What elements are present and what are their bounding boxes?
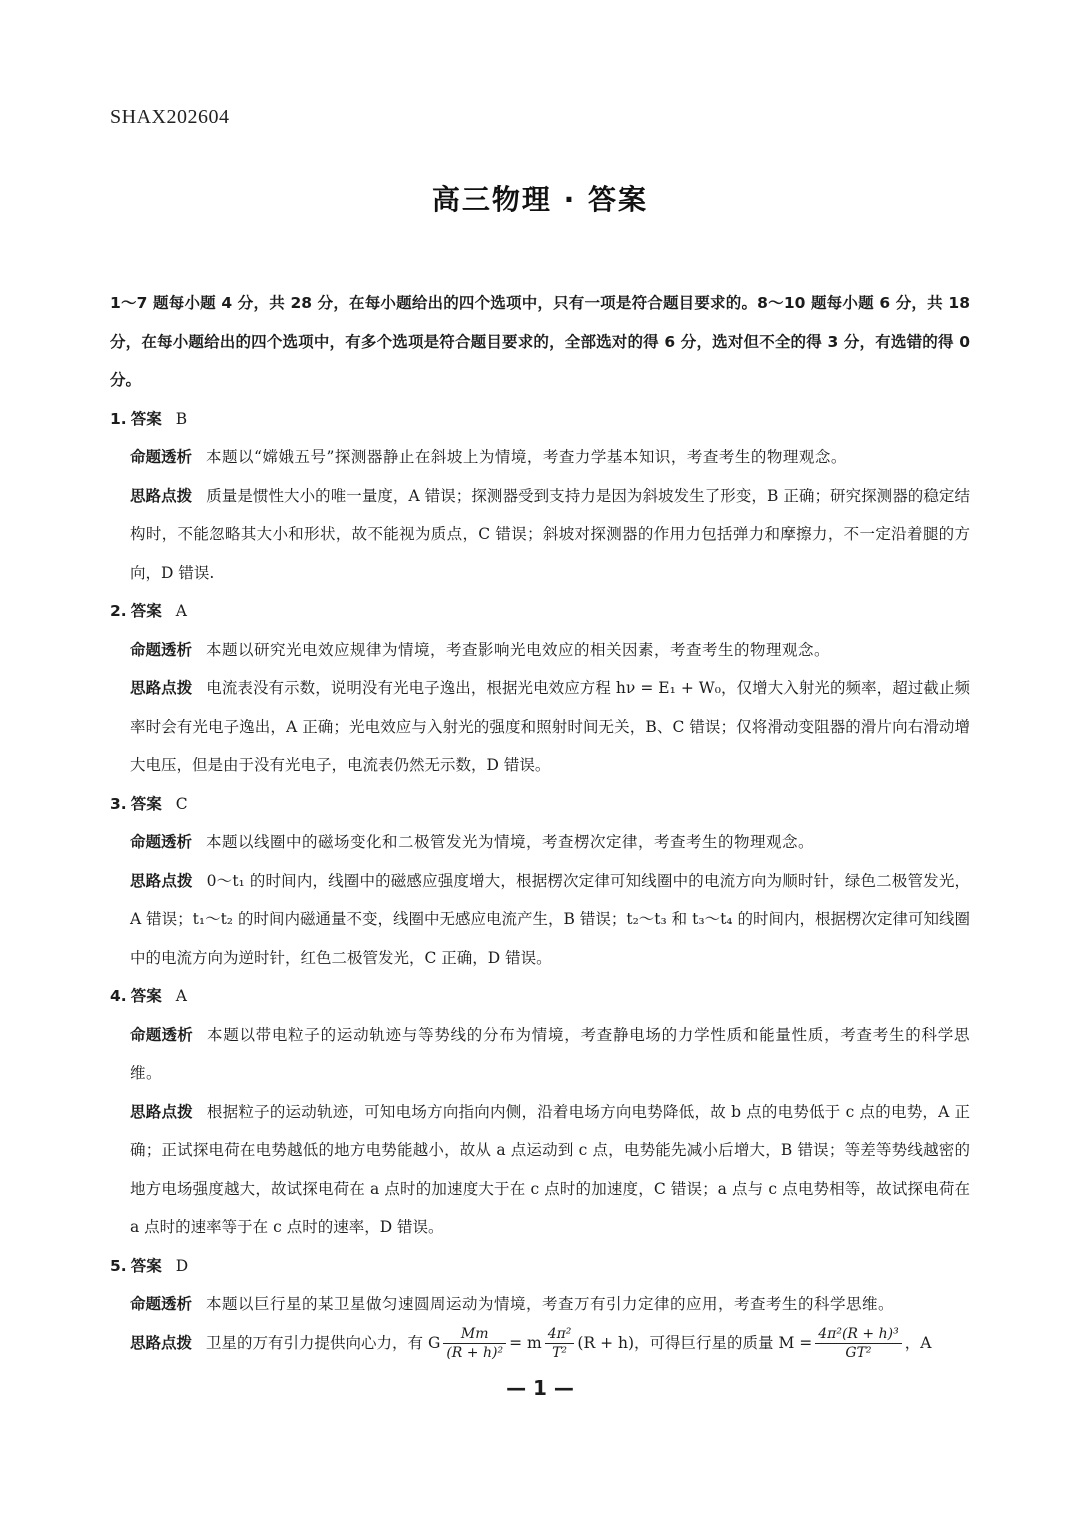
design-label: 命题透析 bbox=[130, 833, 193, 851]
fraction-numerator: 4π² bbox=[545, 1325, 575, 1344]
centripetal-fraction bbox=[545, 1325, 575, 1362]
design-analysis bbox=[130, 1285, 970, 1324]
answer-line bbox=[110, 977, 970, 1016]
design-text: 本题以“嫦娥五号”探测器静止在斜坡上为情境，考查力学基本知识，考查考生的物理观念。 bbox=[206, 448, 847, 466]
design-analysis bbox=[130, 823, 970, 862]
question-number: 2. bbox=[110, 602, 127, 620]
answer-value: A bbox=[175, 602, 187, 620]
design-label: 命题透析 bbox=[130, 448, 193, 466]
answer-label: 答案 bbox=[130, 794, 162, 813]
design-label: 命题透析 bbox=[130, 1295, 193, 1313]
equation-middle: = m bbox=[509, 1333, 542, 1352]
answer-value: A bbox=[175, 987, 187, 1005]
gravity-fraction bbox=[443, 1325, 506, 1362]
answer-label: 答案 bbox=[130, 1256, 162, 1275]
thinking-hint bbox=[130, 477, 970, 593]
exam-code: SHAX202604 bbox=[110, 106, 230, 128]
answer-value: D bbox=[175, 1256, 189, 1275]
design-text: 本题以带电粒子的运动轨迹与等势线的分布为情境，考查静电场的力学性质和能量性质，考查考生的科学思维。 bbox=[130, 1025, 970, 1082]
question-number: 5. bbox=[110, 1256, 127, 1275]
fraction-numerator: Mm bbox=[443, 1325, 506, 1344]
answer-line bbox=[110, 1247, 970, 1286]
question-2 bbox=[110, 592, 970, 785]
question-3 bbox=[110, 785, 970, 978]
thinking-hint bbox=[130, 1093, 970, 1247]
design-label: 命题透析 bbox=[130, 1025, 193, 1044]
fraction-denominator: T² bbox=[552, 1345, 568, 1361]
fraction-numerator: 4π²(R + h)³ bbox=[815, 1325, 901, 1344]
thinking-hint bbox=[130, 669, 970, 785]
page-number: — 1 — bbox=[506, 1376, 574, 1400]
question-number: 1. bbox=[110, 409, 127, 428]
question-5 bbox=[110, 1247, 970, 1363]
thinking-label: 思路点拨 bbox=[130, 1102, 193, 1121]
thinking-text: 质量是惯性大小的唯一量度，A 错误；探测器受到支持力是因为斜坡发生了形变，B 正确；研究探测器的稳定结构时，不能忽略其大小和形状，故不能视为质点，C 错误；斜坡对探测器的作用力包括弹力和摩擦力，不一定沿着腿的方向，D 错误. bbox=[130, 486, 970, 582]
answer-label: 答案 bbox=[130, 987, 162, 1005]
fraction-denominator: GT² bbox=[845, 1345, 872, 1361]
page-title: 高三物理 · 答案 bbox=[431, 183, 649, 216]
thinking-text: 0～t₁ 的时间内，线圈中的磁感应强度增大，根据楞次定律可知线圈中的电流方向为顺时针，绿色二极管发光，A 错误；t₁～t₂ 的时间内磁通量不变，线圈中无感应电流产生，B 错误；t₂～t₃ 和 t₃～t₄ 的时间内，根据楞次定律可知线圈中的电流方向为逆时针，红色二极管发光，C 正确，D 错误。 bbox=[130, 871, 970, 967]
question-4 bbox=[110, 977, 970, 1247]
mass-fraction bbox=[815, 1325, 901, 1362]
answer-label: 答案 bbox=[130, 602, 162, 620]
thinking-hint bbox=[130, 1324, 970, 1363]
question-number: 4. bbox=[110, 987, 127, 1005]
answer-line bbox=[110, 400, 970, 439]
thinking-text-suffix: ，A bbox=[904, 1333, 932, 1352]
answer-label: 答案 bbox=[130, 409, 162, 428]
design-analysis bbox=[130, 1016, 970, 1093]
thinking-text: 电流表没有示数，说明没有光电子逸出，根据光电效应方程 hν = E₁ + W₀，仅增大入射光的频率，超过截止频率时会有光电子逸出，A 正确；光电效应与入射光的强度和照射时间无关，B、C 错误；仅将滑动变阻器的滑片向右滑动增大电压，但是由于没有光电子，电流表仍然无示数，D 错误。 bbox=[130, 679, 970, 774]
thinking-label: 思路点拨 bbox=[130, 1333, 193, 1352]
design-label: 命题透析 bbox=[130, 640, 193, 659]
fraction-denominator: (R + h)² bbox=[446, 1345, 504, 1361]
thinking-label: 思路点拨 bbox=[130, 871, 193, 890]
design-text: 本题以线圈中的磁场变化和二极管发光为情境，考查楞次定律，考查考生的物理观念。 bbox=[206, 833, 815, 851]
answer-value: C bbox=[175, 794, 188, 813]
design-text: 本题以巨行星的某卫星做匀速圆周运动为情境，考查万有引力定律的应用，考查考生的科学思维。 bbox=[206, 1295, 895, 1313]
thinking-text-prefix: 卫星的万有引力提供向心力，有 G bbox=[206, 1333, 441, 1352]
answer-line bbox=[110, 592, 970, 631]
thinking-label: 思路点拨 bbox=[130, 679, 193, 697]
answer-value: B bbox=[175, 409, 188, 428]
thinking-hint bbox=[130, 862, 970, 978]
design-analysis bbox=[130, 438, 970, 477]
design-analysis bbox=[130, 631, 970, 670]
design-text: 本题以研究光电效应规律为情境，考查影响光电效应的相关因素，考查考生的物理观念。 bbox=[206, 640, 831, 659]
equation-middle-2: (R + h)，可得巨行星的质量 M = bbox=[577, 1333, 813, 1352]
question-1 bbox=[110, 400, 970, 593]
answer-line bbox=[110, 785, 970, 824]
scoring-instructions: 1～7 题每小题 4 分，共 28 分，在每小题给出的四个选项中，只有一项是符合题目要求的。8～10 题每小题 6 分，共 18 分，在每小题给出的四个选项中，有多个选项是符合题目要求的，全部选对的得 6 分，选对但不全的得 3 分，有选错的得 0 分。 bbox=[110, 294, 970, 389]
thinking-text: 根据粒子的运动轨迹，可知电场方向指向内侧，沿着电场方向电势降低，故 b 点的电势低于 c 点的电势，A 正确；正试探电荷在电势越低的地方电势能越小，故从 a 点运动到 c 点，电势能先减小后增大，B 错误；等差等势线越密的地方电场强度越大，故试探电荷在 a 点时的加速度大于在 c 点时的加速度，C 错误；a 点与 c 点电势相等，故试探电荷在 a 点时的速率等于在 c 点时的速率，D 错误。 bbox=[130, 1102, 970, 1236]
question-number: 3. bbox=[110, 794, 127, 813]
answer-content bbox=[110, 284, 970, 1362]
thinking-label: 思路点拨 bbox=[130, 486, 193, 505]
